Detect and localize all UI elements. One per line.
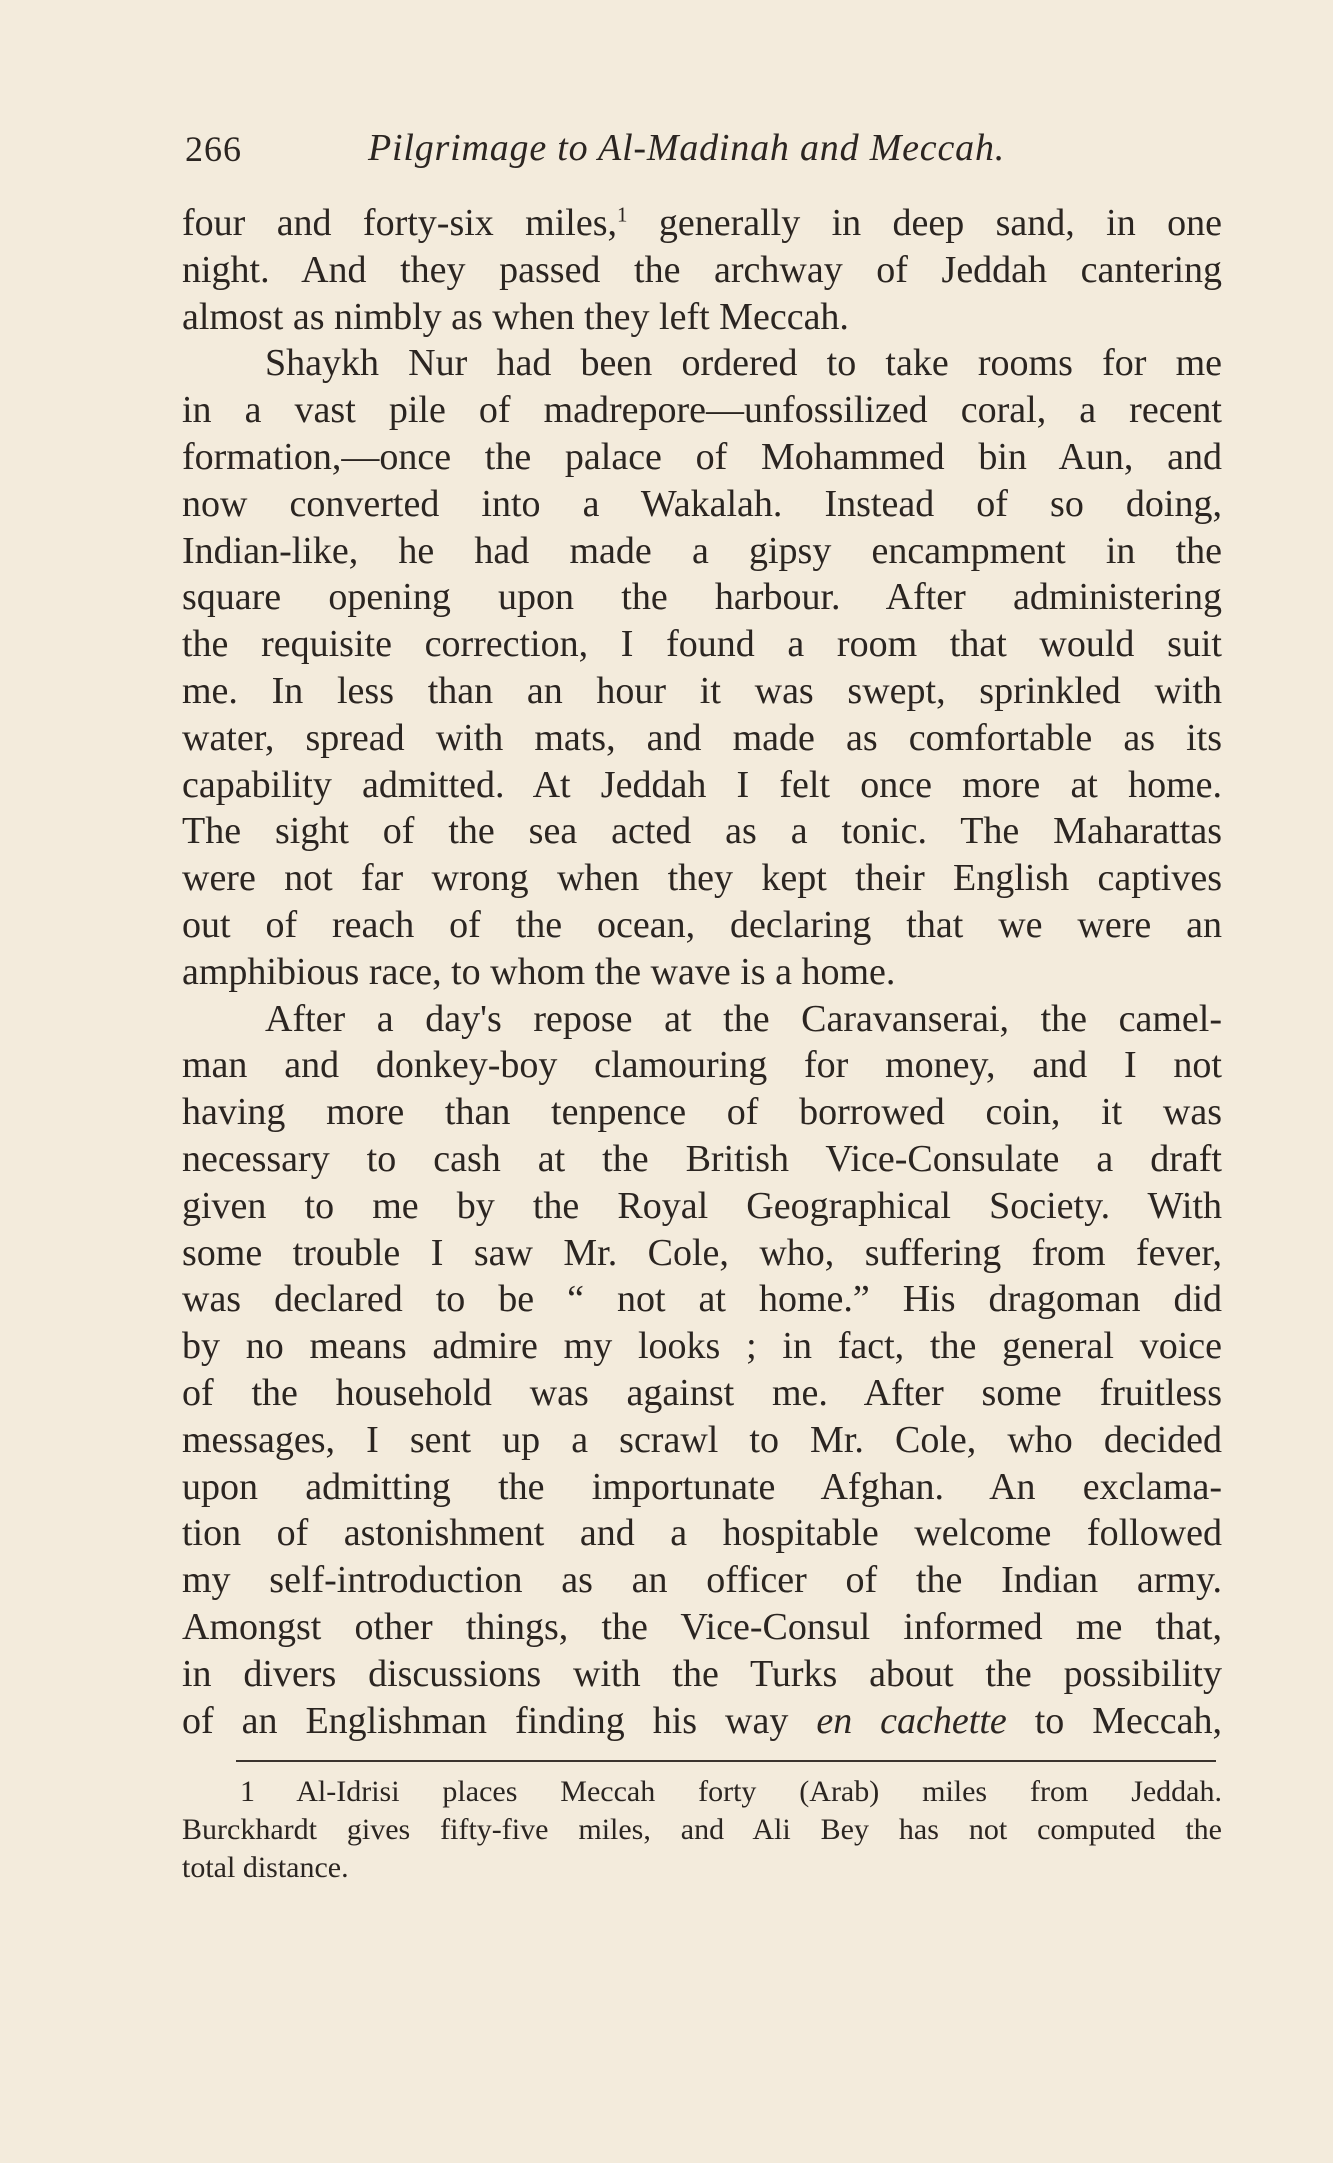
text-line: in a vast pile of madrepore—unfossilized coral, a recent [182,389,1222,432]
footnotes [182,1773,1222,1887]
text-line: almost as nimbly as when they left Meccah. [182,295,849,338]
text-line: me. In less than an hour it was swept, sprinkled with [182,669,1222,712]
text-line: man and donkey-boy clamouring for money, and I not [182,1044,1222,1087]
text-line: out of reach of the ocean, declaring that we were an [182,903,1222,946]
text-line: in divers discussions with the Turks about the possibility [182,1652,1222,1695]
text-line: my self-introduction as an officer of the Indian army. [182,1559,1222,1602]
text-segment: of an Englishman finding his way [182,1699,817,1742]
text-line: having more than tenpence of borrowed coin, it was [182,1091,1222,1134]
text-line: water, spread with mats, and made as comfortable as its [182,716,1222,759]
text-line: the requisite correction, I found a room that would suit [182,623,1222,666]
text-line: formation,—once the palace of Mohammed bin Aun, and [182,435,1222,478]
text-line: were not far wrong when they kept their English captives [182,857,1222,900]
text-line: some trouble I saw Mr. Cole, who, suffering from fever, [182,1231,1222,1274]
running-header [182,122,1222,178]
text-line [182,1698,1222,1745]
text-line [182,200,1222,247]
text-line: by no means admire my looks ; in fact, the general voice [182,1325,1222,1368]
text-line: of the household was against me. After some fruitless [182,1371,1222,1414]
text-line: now converted into a Wakalah. Instead of so doing, [182,482,1222,525]
text-line: capability admitted. At Jeddah I felt once more at home. [182,763,1222,806]
text-segment: to Meccah, [1006,1699,1222,1742]
text-line: Shaykh Nur had been ordered to take rooms for me [265,342,1222,385]
italic-phrase: en cachette [816,1699,1007,1742]
running-title: Pilgrimage to Al-Madinah and Meccah. [368,127,1006,169]
text-line: tion of astonishment and a hospitable welcome followed [182,1512,1222,1555]
text-line: square opening upon the harbour. After administering [182,576,1222,619]
text-line: messages, I sent up a scrawl to Mr. Cole, who decided [182,1418,1222,1461]
text-segment: four and forty-six miles, [182,202,618,244]
footnote-line: total distance. [182,1851,349,1884]
page-number: 266 [185,129,242,169]
footnote-line: 1 Al-Idrisi places Meccah forty (Arab) miles from Jeddah. [240,1775,1222,1808]
footnote-rule [236,1760,1216,1762]
footnote-reference: 1 [617,202,628,227]
text-line: upon admitting the importunate Afghan. An exclama- [182,1465,1222,1508]
text-line: Amongst other things, the Vice-Consul informed me that, [182,1605,1222,1648]
text-line: night. And they passed the archway of Jeddah cantering [182,248,1222,291]
text-segment: generally in deep sand, in one [627,202,1222,244]
text-line: After a day's repose at the Caravanserai, the camel- [265,997,1222,1040]
text-line: The sight of the sea acted as a tonic. The Maharattas [182,810,1222,853]
text-line: Indian-like, he had made a gipsy encampment in the [182,529,1222,572]
footnote-line: Burckhardt gives fifty-five miles, and Ali Bey has not computed the [182,1813,1222,1846]
text-line: was declared to be “ not at home.” His dragoman did [182,1278,1222,1321]
main-text [182,200,1222,1744]
text-line: given to me by the Royal Geographical Society. With [182,1184,1222,1227]
text-line: amphibious race, to whom the wave is a home. [182,950,896,993]
text-line: necessary to cash at the British Vice-Consulate a draft [182,1137,1222,1180]
